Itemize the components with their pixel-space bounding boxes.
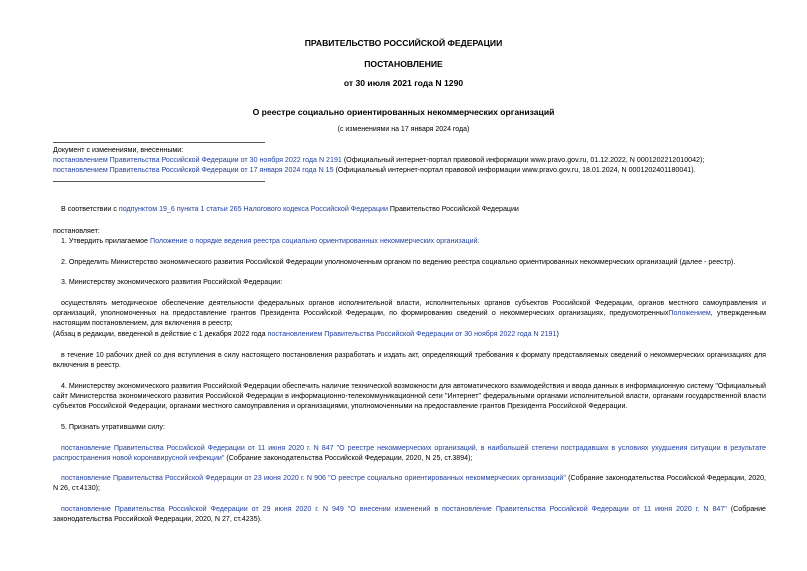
- amendment-link-1[interactable]: постановлением Правительства Российской Федерации от 30 ноября 2022 года N 2191: [53, 156, 342, 165]
- item-3a: [53, 298, 766, 329]
- item-4: 4. Министерству экономического развития Российской Федерации обеспечить наличие технической возможности для автоматического взаимодействия и ввода данных в информационную систему "Официальный сайт Министерства экономического развития Российской Федерации в информационно-телекоммуникационной сети "Интернет" федеральными органами исполнительной власти, органами государственной власти субъектов Российской Федерации, органами местного самоуправления и организациями, уполномоченными на предоставление грантов Президента Российской Федерации.: [53, 382, 766, 411]
- date-number-heading: от 30 июля 2021 года N 1290: [343, 78, 464, 88]
- note-text: (Абзац в редакции, введенной в действие с 1 декабря 2022 года: [53, 330, 268, 338]
- amendment-link-2[interactable]: постановлением Правительства Российской Федерации от 17 января 2024 года N 15: [53, 166, 334, 175]
- preamble-tail: Правительство Российской Федерации: [387, 205, 519, 213]
- amendments-block: [53, 145, 753, 176]
- amendment-source-1: (Официальный интернет-портал правовой информации www.pravo.gov.ru, 01.12.2022, N 0001202212010042);: [341, 156, 705, 165]
- note-link[interactable]: постановлением Правительства Российской Федерации от 30 ноября 2022 года N 2191: [267, 330, 557, 338]
- regulation-link[interactable]: Положение о порядке ведения реестра социально ориентированных некоммерческих организаций: [149, 237, 478, 245]
- regulation-ref-link[interactable]: Положением: [668, 309, 711, 318]
- preamble-text: В соответствии с: [61, 205, 119, 213]
- amendments-intro: Документ с изменениями, внесенными:: [53, 146, 184, 154]
- repealed-3: [53, 504, 766, 524]
- note-tail: ): [556, 330, 559, 338]
- amendment-item: [53, 165, 753, 175]
- item-2: 2. Определить Министерство экономического развития Российской Федерации уполномоченным органом по ведению реестра социально ориентированных некоммерческих организаций (далее - реестр).: [61, 258, 736, 266]
- item-3a-tail: , утвержденным настоящим постановлением, для включения в реестр;: [53, 309, 766, 328]
- doc-type-heading: ПОСТАНОВЛЕНИЕ: [364, 59, 443, 69]
- item-1-text: 1. Утвердить прилагаемое: [61, 237, 150, 245]
- tax-code-link[interactable]: подпунктом 19_6 пункта 1 статьи 265 Налогового кодекса Российской Федерации: [118, 205, 388, 213]
- repealed-1: [53, 443, 766, 463]
- item-5: 5. Признать утратившими силу:: [61, 423, 165, 431]
- amendments-top-rule: [53, 142, 265, 143]
- repealed-source-1: (Собрание законодательства Российской Федерации, 2020, N 25, ст.3894);: [224, 454, 473, 463]
- item-3b: в течение 10 рабочих дней со дня вступления в силу настоящего постановления разработать и издать акт, определяющий требования к формату представляемых сведений о некоммерческих организациях для включения в реестр.: [53, 351, 766, 370]
- item-1: [61, 236, 480, 246]
- item-3a-text: осуществлять методическое обеспечение деятельности федеральных органов исполнительной власти, исполнительных органов субъектов Российской Федерации, органов местного самоуправления и организаций, уполномоченных на предоставление грантов Президента Российской Федерации, по формированию сведений о некоммерческих организациях, предусмотренных: [53, 299, 766, 318]
- document-title: О реестре социально ориентированных некоммерческих организаций: [252, 107, 555, 117]
- repealed-link-1[interactable]: постановление Правительства Российской Федерации от 11 июня 2020 г. N 847 "О реестре некоммерческих организаций, в наибольшей степени пострадавших в условиях ухудшения ситуации в результате распространения новой коронавирусной инфекции": [53, 444, 766, 463]
- item-1-tail: .: [477, 237, 480, 245]
- repealed-source-3: (Собрание законодательства Российской Федерации, 2020, N 27, ст.4235).: [53, 505, 766, 524]
- amendments-bottom-rule: [53, 181, 265, 182]
- resolves-label: постановляет:: [53, 227, 100, 235]
- item-3a-note: [53, 329, 559, 339]
- preamble: [61, 204, 519, 214]
- repealed-source-2: (Собрание законодательства Российской Федерации, 2020, N 26, ст.4130);: [53, 474, 766, 493]
- repealed-2: [53, 473, 766, 493]
- government-heading: ПРАВИТЕЛЬСТВО РОССИЙСКОЙ ФЕДЕРАЦИИ: [304, 38, 503, 48]
- repealed-link-3[interactable]: постановление Правительства Российской Федерации от 29 июня 2020 г. N 949 "О внесении изменений в постановление Правительства Российской Федерации от 11 июня 2020 г. N 847": [61, 505, 727, 513]
- repealed-link-2[interactable]: постановление Правительства Российской Федерации от 23 июня 2020 г. N 906 "О реестре социально ориентированных некоммерческих организаций": [61, 474, 566, 482]
- amendment-source-2: (Официальный интернет-портал правовой информации www.pravo.gov.ru, 18.01.2024, N 0001202401180041).: [333, 166, 696, 175]
- edition-note: (с изменениями на 17 января 2024 года): [337, 126, 470, 133]
- amendment-item: [53, 155, 753, 165]
- item-3: 3. Министерству экономического развития Российской Федерации:: [61, 278, 283, 286]
